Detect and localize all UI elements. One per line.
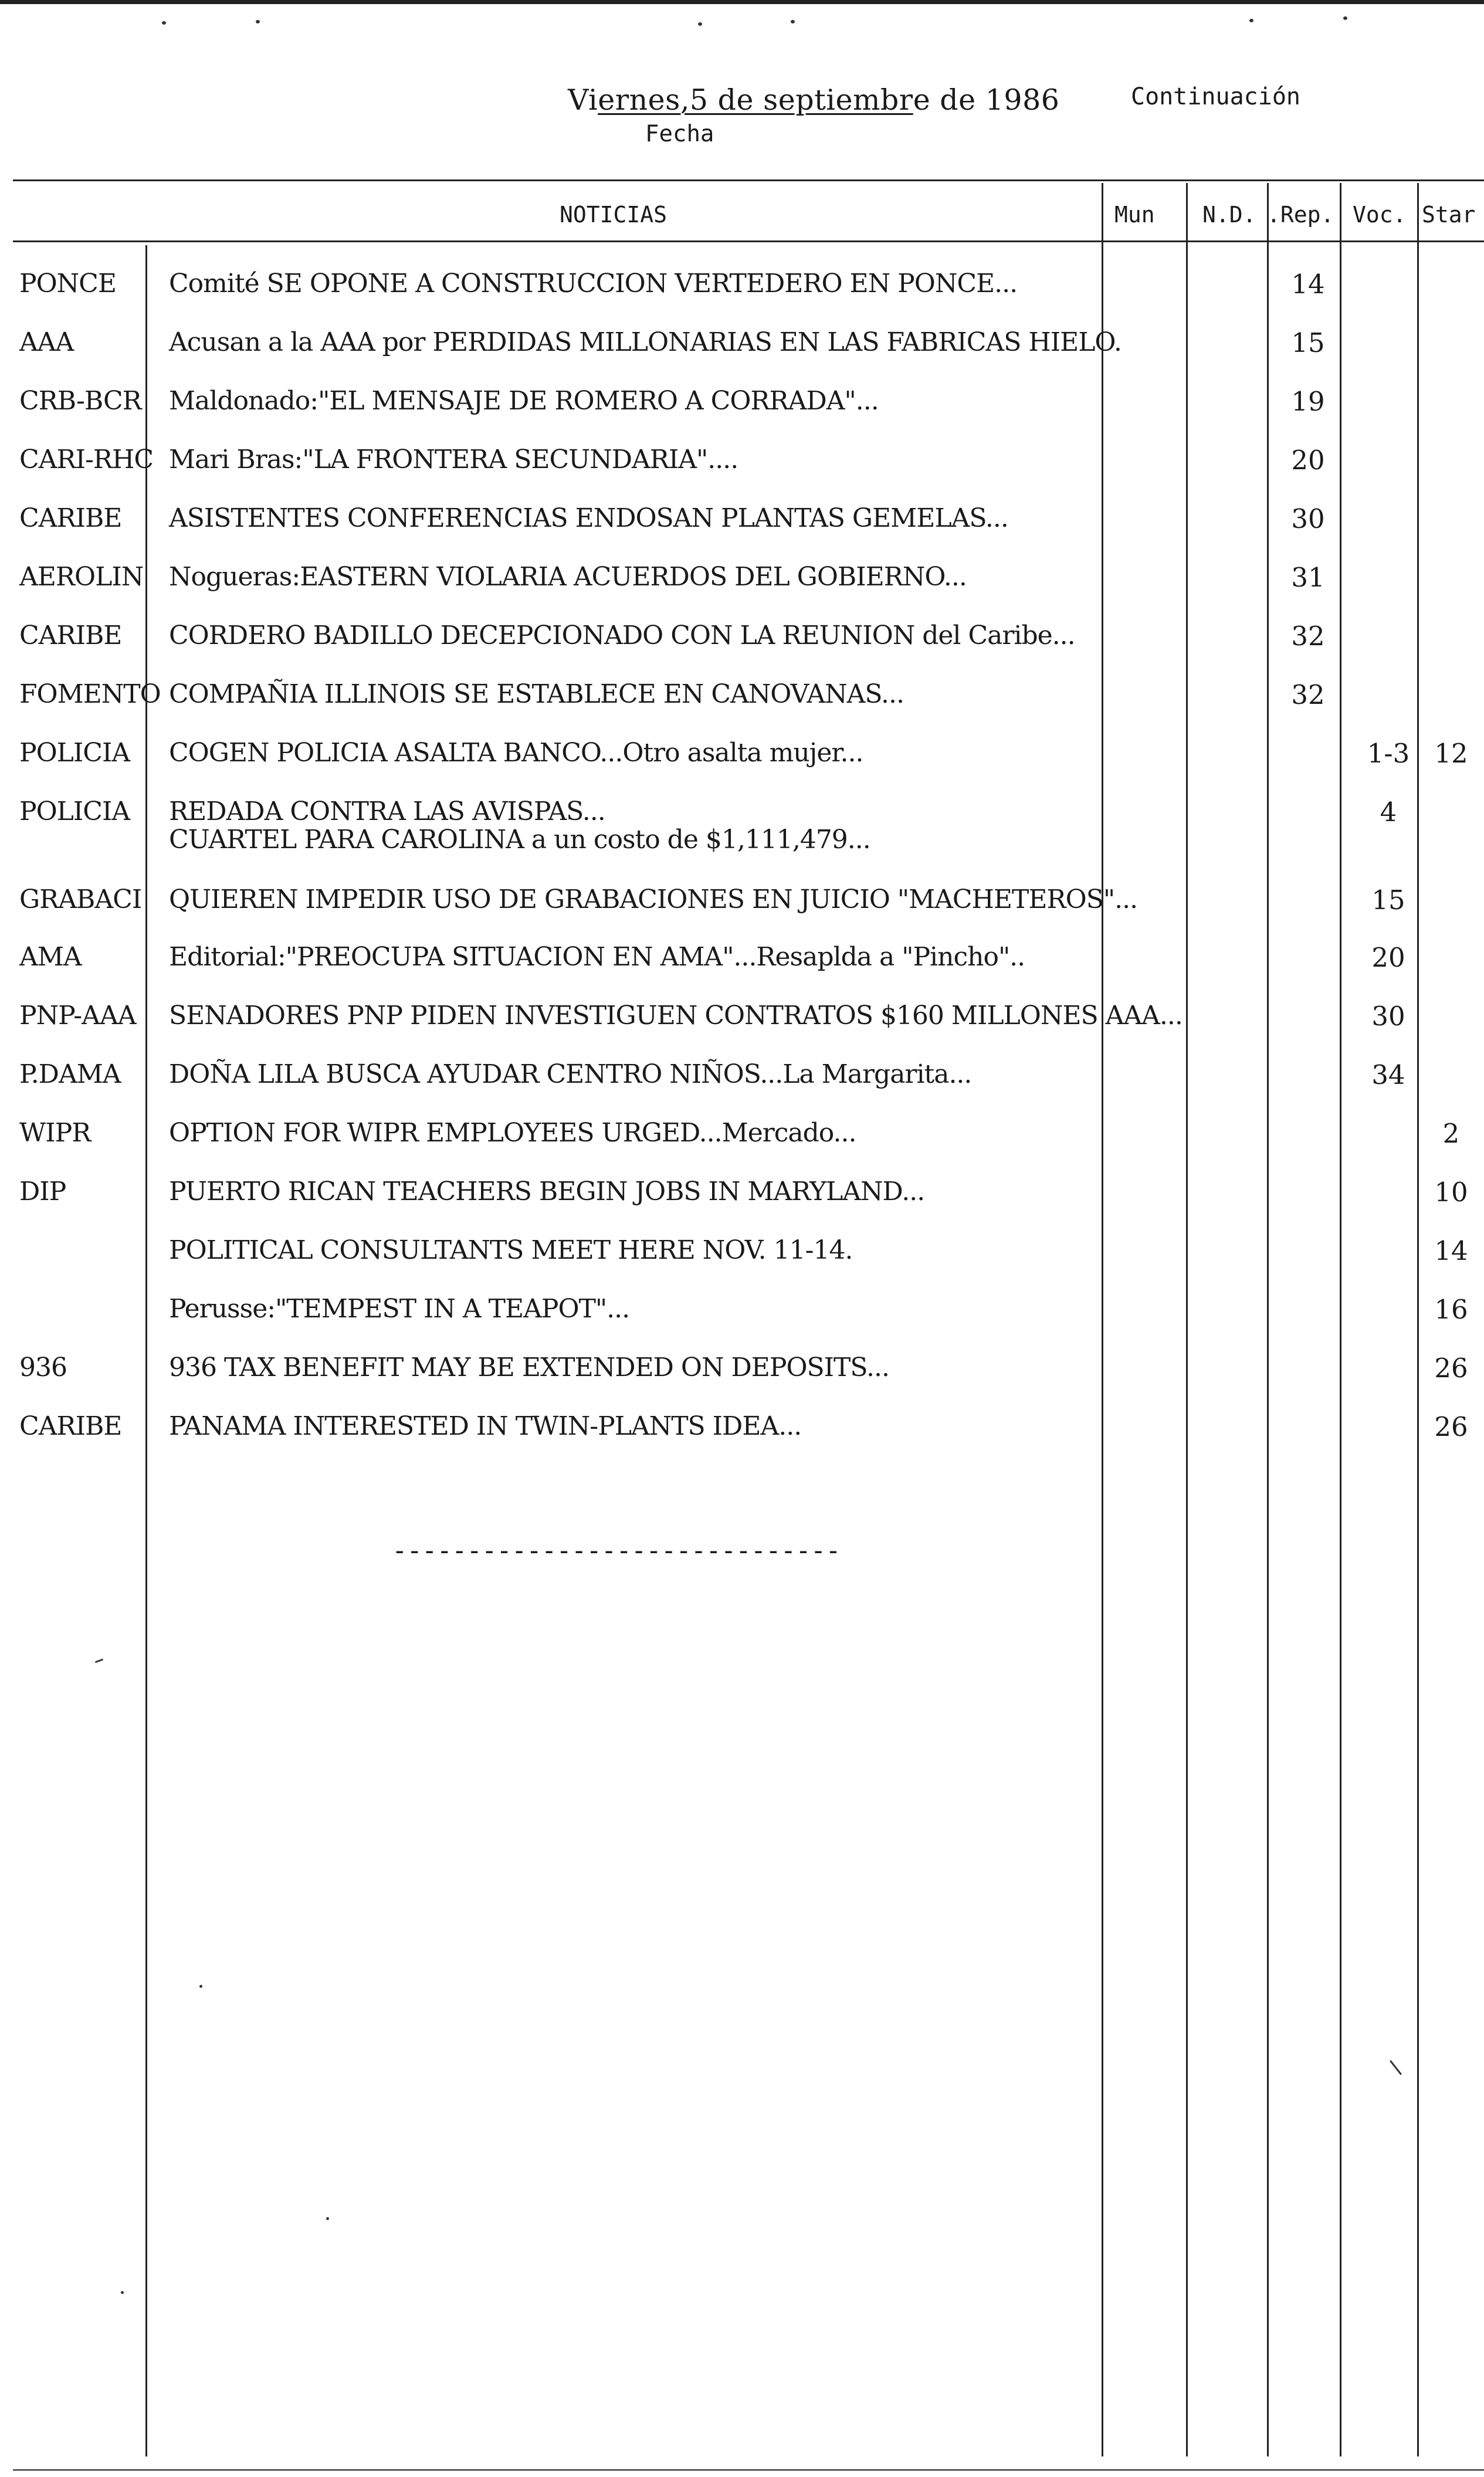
row-rep-page: 30 xyxy=(1291,503,1325,534)
table-row xyxy=(0,1294,1484,1341)
row-rep-page: 15 xyxy=(1291,327,1325,358)
table-row xyxy=(0,562,1484,609)
row-section: CARIBE xyxy=(19,621,122,650)
row-section: AEROLIN xyxy=(19,562,144,592)
row-section: AAA xyxy=(19,327,74,357)
row-voc-page: 20 xyxy=(1371,942,1405,973)
row-star-page: 16 xyxy=(1434,1294,1468,1325)
row-headline: Comité SE OPONE A CONSTRUCCION VERTEDERO EN PONCE... xyxy=(169,269,1018,299)
row-section: P.DAMA xyxy=(19,1059,121,1089)
row-headline: ASISTENTES CONFERENCIAS ENDOSAN PLANTAS GEMELAS... xyxy=(169,503,1008,533)
row-voc-page: 34 xyxy=(1371,1059,1405,1090)
table-row xyxy=(0,503,1484,550)
row-rep-page: 19 xyxy=(1291,386,1325,417)
scan-speck xyxy=(256,20,260,23)
row-section: FOMENTO xyxy=(19,679,161,709)
row-headline: Perusse:"TEMPEST IN A TEAPOT"... xyxy=(169,1294,630,1324)
row-star-page: 14 xyxy=(1434,1235,1468,1266)
table-row xyxy=(0,885,1484,931)
row-headline: OPTION FOR WIPR EMPLOYEES URGED...Mercado... xyxy=(169,1118,856,1148)
row-section: DIP xyxy=(19,1177,66,1207)
table-row xyxy=(0,1177,1484,1224)
row-rep-page: 32 xyxy=(1291,621,1325,652)
scan-speck xyxy=(199,1985,202,1988)
continuation-label: Continuación xyxy=(1131,83,1300,110)
row-section: POLICIA xyxy=(19,738,130,768)
row-section: CARIBE xyxy=(19,1411,122,1441)
table-top-rule xyxy=(13,179,1484,181)
row-star-page: 2 xyxy=(1442,1118,1460,1149)
header-noticias: NOTICIAS xyxy=(560,202,668,228)
row-headline: Editorial:"PREOCUPA SITUACION EN AMA"...Resaplda a "Pincho".. xyxy=(169,942,1025,972)
row-star-page: 10 xyxy=(1434,1177,1468,1208)
row-section: CARI-RHC xyxy=(19,445,153,475)
scan-speck xyxy=(1249,19,1253,22)
header-nd: N.D. xyxy=(1202,202,1256,228)
row-headline: COMPAÑIA ILLINOIS SE ESTABLECE EN CANOVANAS... xyxy=(169,679,904,709)
row-star-page: 26 xyxy=(1434,1411,1468,1442)
table-bottom-rule xyxy=(13,2469,1484,2471)
row-rep-page: 14 xyxy=(1291,269,1325,300)
table-row xyxy=(0,327,1484,374)
row-voc-page: 1-3 xyxy=(1367,738,1410,769)
row-headline: PANAMA INTERESTED IN TWIN-PLANTS IDEA... xyxy=(169,1411,802,1441)
row-section: CARIBE xyxy=(19,503,122,533)
row-rep-page: 32 xyxy=(1291,679,1325,710)
table-row xyxy=(0,1001,1484,1048)
row-section: CRB-BCR xyxy=(19,386,141,416)
table-row xyxy=(0,269,1484,316)
header-voc: Voc. xyxy=(1353,202,1407,228)
row-section: WIPR xyxy=(19,1118,91,1148)
row-headline: Acusan a la AAA por PERDIDAS MILLONARIAS EN LAS FABRICAS HIELO. xyxy=(169,327,1122,357)
row-headline: SENADORES PNP PIDEN INVESTIGUEN CONTRATOS $160 MILLONES AAA... xyxy=(169,1001,1183,1031)
row-headline: QUIEREN IMPEDIR USO DE GRABACIONES EN JUICIO "MACHETEROS"... xyxy=(169,885,1138,914)
scan-speck xyxy=(1390,2060,1402,2075)
row-headline: 936 TAX BENEFIT MAY BE EXTENDED ON DEPOSITS... xyxy=(169,1353,889,1382)
header-star: Star xyxy=(1422,202,1476,228)
row-voc-page: 30 xyxy=(1371,1001,1405,1032)
table-row xyxy=(0,445,1484,492)
row-rep-page: 31 xyxy=(1291,562,1325,593)
row-voc-page: 15 xyxy=(1371,885,1405,916)
header-mun: Mun xyxy=(1114,202,1155,228)
row-headline: REDADA CONTRA LAS AVISPAS... xyxy=(169,797,605,826)
table-row xyxy=(0,1235,1484,1282)
row-headline: PUERTO RICAN TEACHERS BEGIN JOBS IN MARYLAND... xyxy=(169,1177,925,1207)
row-section: 936 xyxy=(19,1353,67,1382)
row-headline: COGEN POLICIA ASALTA BANCO...Otro asalta mujer... xyxy=(169,738,863,768)
scan-speck xyxy=(95,1659,103,1663)
row-headline-continued: CUARTEL PARA CAROLINA a un costo de $1,111,479... xyxy=(169,825,870,855)
scan-speck xyxy=(791,20,795,23)
table-row xyxy=(0,386,1484,433)
header-bottom-rule xyxy=(13,240,1484,242)
header-rep: .Rep. xyxy=(1267,202,1334,228)
scan-speck xyxy=(698,22,702,26)
table-row xyxy=(0,1118,1484,1165)
row-headline: Mari Bras:"LA FRONTERA SECUNDARIA".... xyxy=(169,445,738,475)
scan-speck xyxy=(162,21,166,25)
row-section: GRABACI xyxy=(19,885,142,914)
table-row xyxy=(0,1411,1484,1458)
scan-speck xyxy=(1343,16,1347,20)
table-row xyxy=(0,679,1484,726)
top-border xyxy=(0,0,1484,4)
row-headline: Maldonado:"EL MENSAJE DE ROMERO A CORRADA"... xyxy=(169,386,879,416)
table-row xyxy=(0,942,1484,989)
scan-speck xyxy=(121,2291,124,2294)
table-row xyxy=(0,1059,1484,1106)
date-heading: Viernes,5 de septiembre de 1986 xyxy=(568,83,1060,117)
table-row xyxy=(0,1353,1484,1400)
row-section: POLICIA xyxy=(19,797,130,826)
end-of-list-marker: ------------------------------ xyxy=(392,1536,841,1566)
row-headline: POLITICAL CONSULTANTS MEET HERE NOV. 11-14. xyxy=(169,1235,853,1265)
scan-speck xyxy=(326,2217,329,2220)
row-headline: DOÑA LILA BUSCA AYUDAR CENTRO NIÑOS...La Margarita... xyxy=(169,1059,972,1089)
row-section: PONCE xyxy=(19,269,116,299)
row-rep-page: 20 xyxy=(1291,445,1325,476)
row-star-page: 12 xyxy=(1434,738,1468,769)
table-row xyxy=(0,738,1484,785)
row-headline: Nogueras:EASTERN VIOLARIA ACUERDOS DEL GOBIERNO... xyxy=(169,562,967,592)
row-section: AMA xyxy=(19,942,82,972)
fecha-label: Fecha xyxy=(645,121,714,147)
table-row xyxy=(0,621,1484,667)
row-star-page: 26 xyxy=(1434,1353,1468,1384)
table-row xyxy=(0,797,1484,861)
row-section: PNP-AAA xyxy=(19,1001,136,1031)
row-headline: CORDERO BADILLO DECEPCIONADO CON LA REUNION del Caribe... xyxy=(169,621,1075,650)
row-voc-page: 4 xyxy=(1380,797,1397,828)
